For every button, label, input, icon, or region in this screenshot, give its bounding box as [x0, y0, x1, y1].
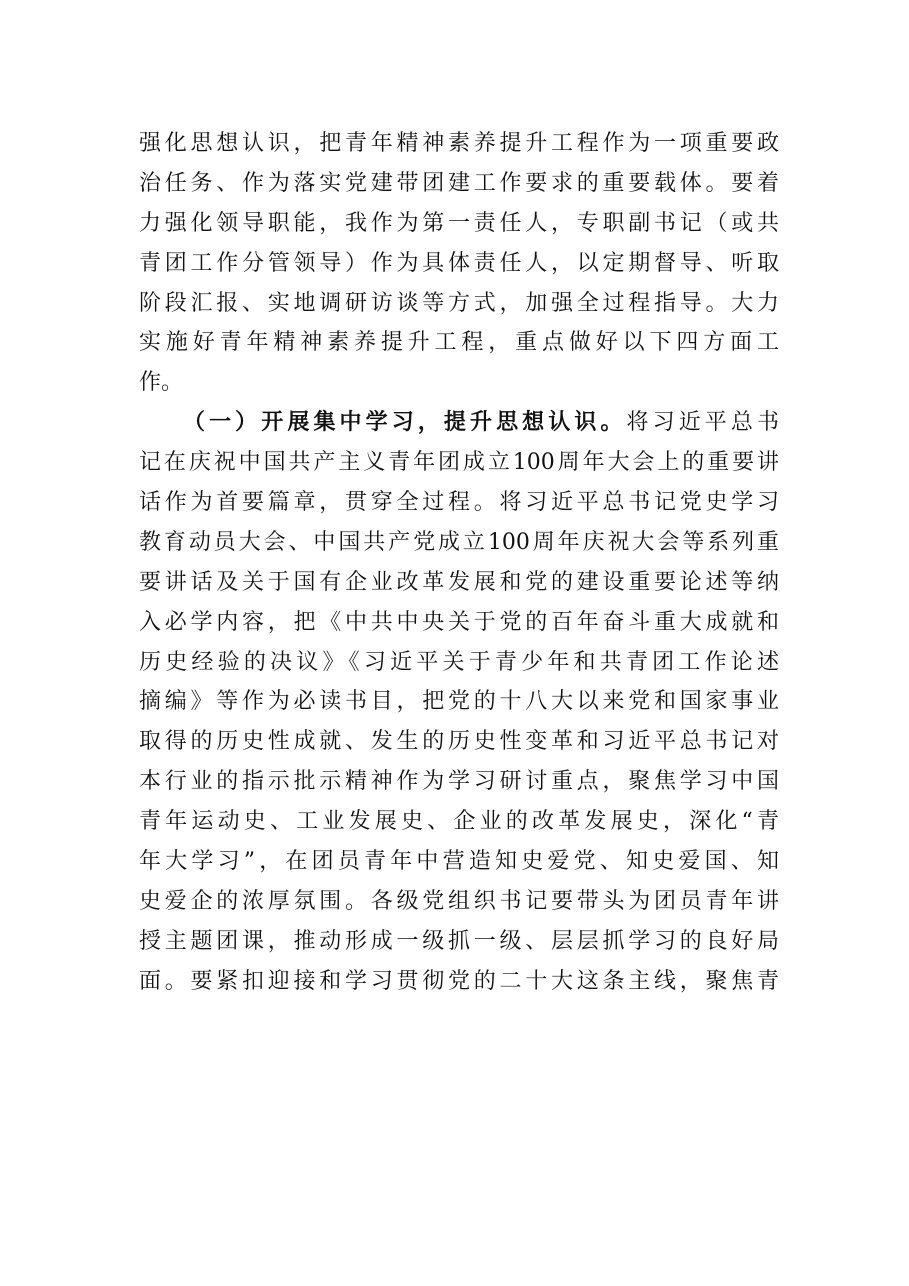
paragraph-line: 实施好青年精神素养提升工程，重点做好以下四方面工 [139, 330, 779, 356]
paragraph-line: 教育动员大会、中国共产党成立100周年庆祝大会等系列重 [139, 529, 779, 555]
paragraph-line: 入必学内容，把《中共中央关于党的百年奋斗重大成就和 [139, 609, 779, 635]
paragraph-line: 本行业的指示批示精神作为学习研讨重点，聚焦学习中国 [139, 769, 779, 795]
paragraph-line: 取得的历史性成就、发生的历史性变革和习近平总书记对 [139, 729, 779, 755]
paragraph-line: 青年运动史、工业发展史、企业的改革发展史，深化“青 [139, 809, 779, 835]
paragraph-line: 话作为首要篇章，贯穿全过程。将习近平总书记党史学习 [139, 490, 779, 516]
paragraph-line: 史爱企的浓厚氛围。各级党组织书记要带头为团员青年讲 [139, 888, 779, 914]
paragraph-line: 青团工作分管领导）作为具体责任人，以定期督导、听取 [139, 250, 779, 276]
paragraph-line: 阶段汇报、实地调研访谈等方式，加强全过程指导。大力 [139, 290, 779, 316]
paragraph-first-line [139, 403, 779, 443]
paragraph-line: 要讲话及关于国有企业改革发展和党的建设重要论述等纳 [139, 569, 779, 595]
paragraph-line: 授主题团课，推动形成一级抓一级、层层抓学习的良好局 [139, 928, 779, 954]
paragraph-line: 力强化领导职能，我作为第一责任人，专职副书记（或共 [139, 210, 779, 236]
paragraph-line: 面。要紧扣迎接和学习贯彻党的二十大这条主线，聚焦青 [139, 968, 779, 994]
paragraph-1 [139, 124, 779, 403]
section-heading: （一）开展集中学习，提升思想认识。 [183, 410, 627, 436]
paragraph-line: 历史经验的决议》《习近平关于青少年和共青团工作论述 [139, 649, 779, 675]
heading-line-continuation: 将习近平总书 [626, 410, 779, 436]
paragraph-2 [139, 403, 779, 1001]
paragraph-line: 治任务、作为落实党建带团建工作要求的重要载体。要着 [139, 170, 779, 196]
paragraph-line: 强化思想认识，把青年精神素养提升工程作为一项重要政 [139, 131, 779, 156]
paragraph-line: 摘编》等作为必读书目，把党的十八大以来党和国家事业 [139, 689, 779, 715]
paragraph-line: 作。 [139, 370, 184, 396]
paragraph-line: 记在庆祝中国共产主义青年团成立100周年大会上的重要讲 [139, 450, 779, 476]
paragraph-line: 年大学习”，在团员青年中营造知史爱党、知史爱国、知 [139, 849, 779, 875]
document-body [139, 124, 779, 1002]
